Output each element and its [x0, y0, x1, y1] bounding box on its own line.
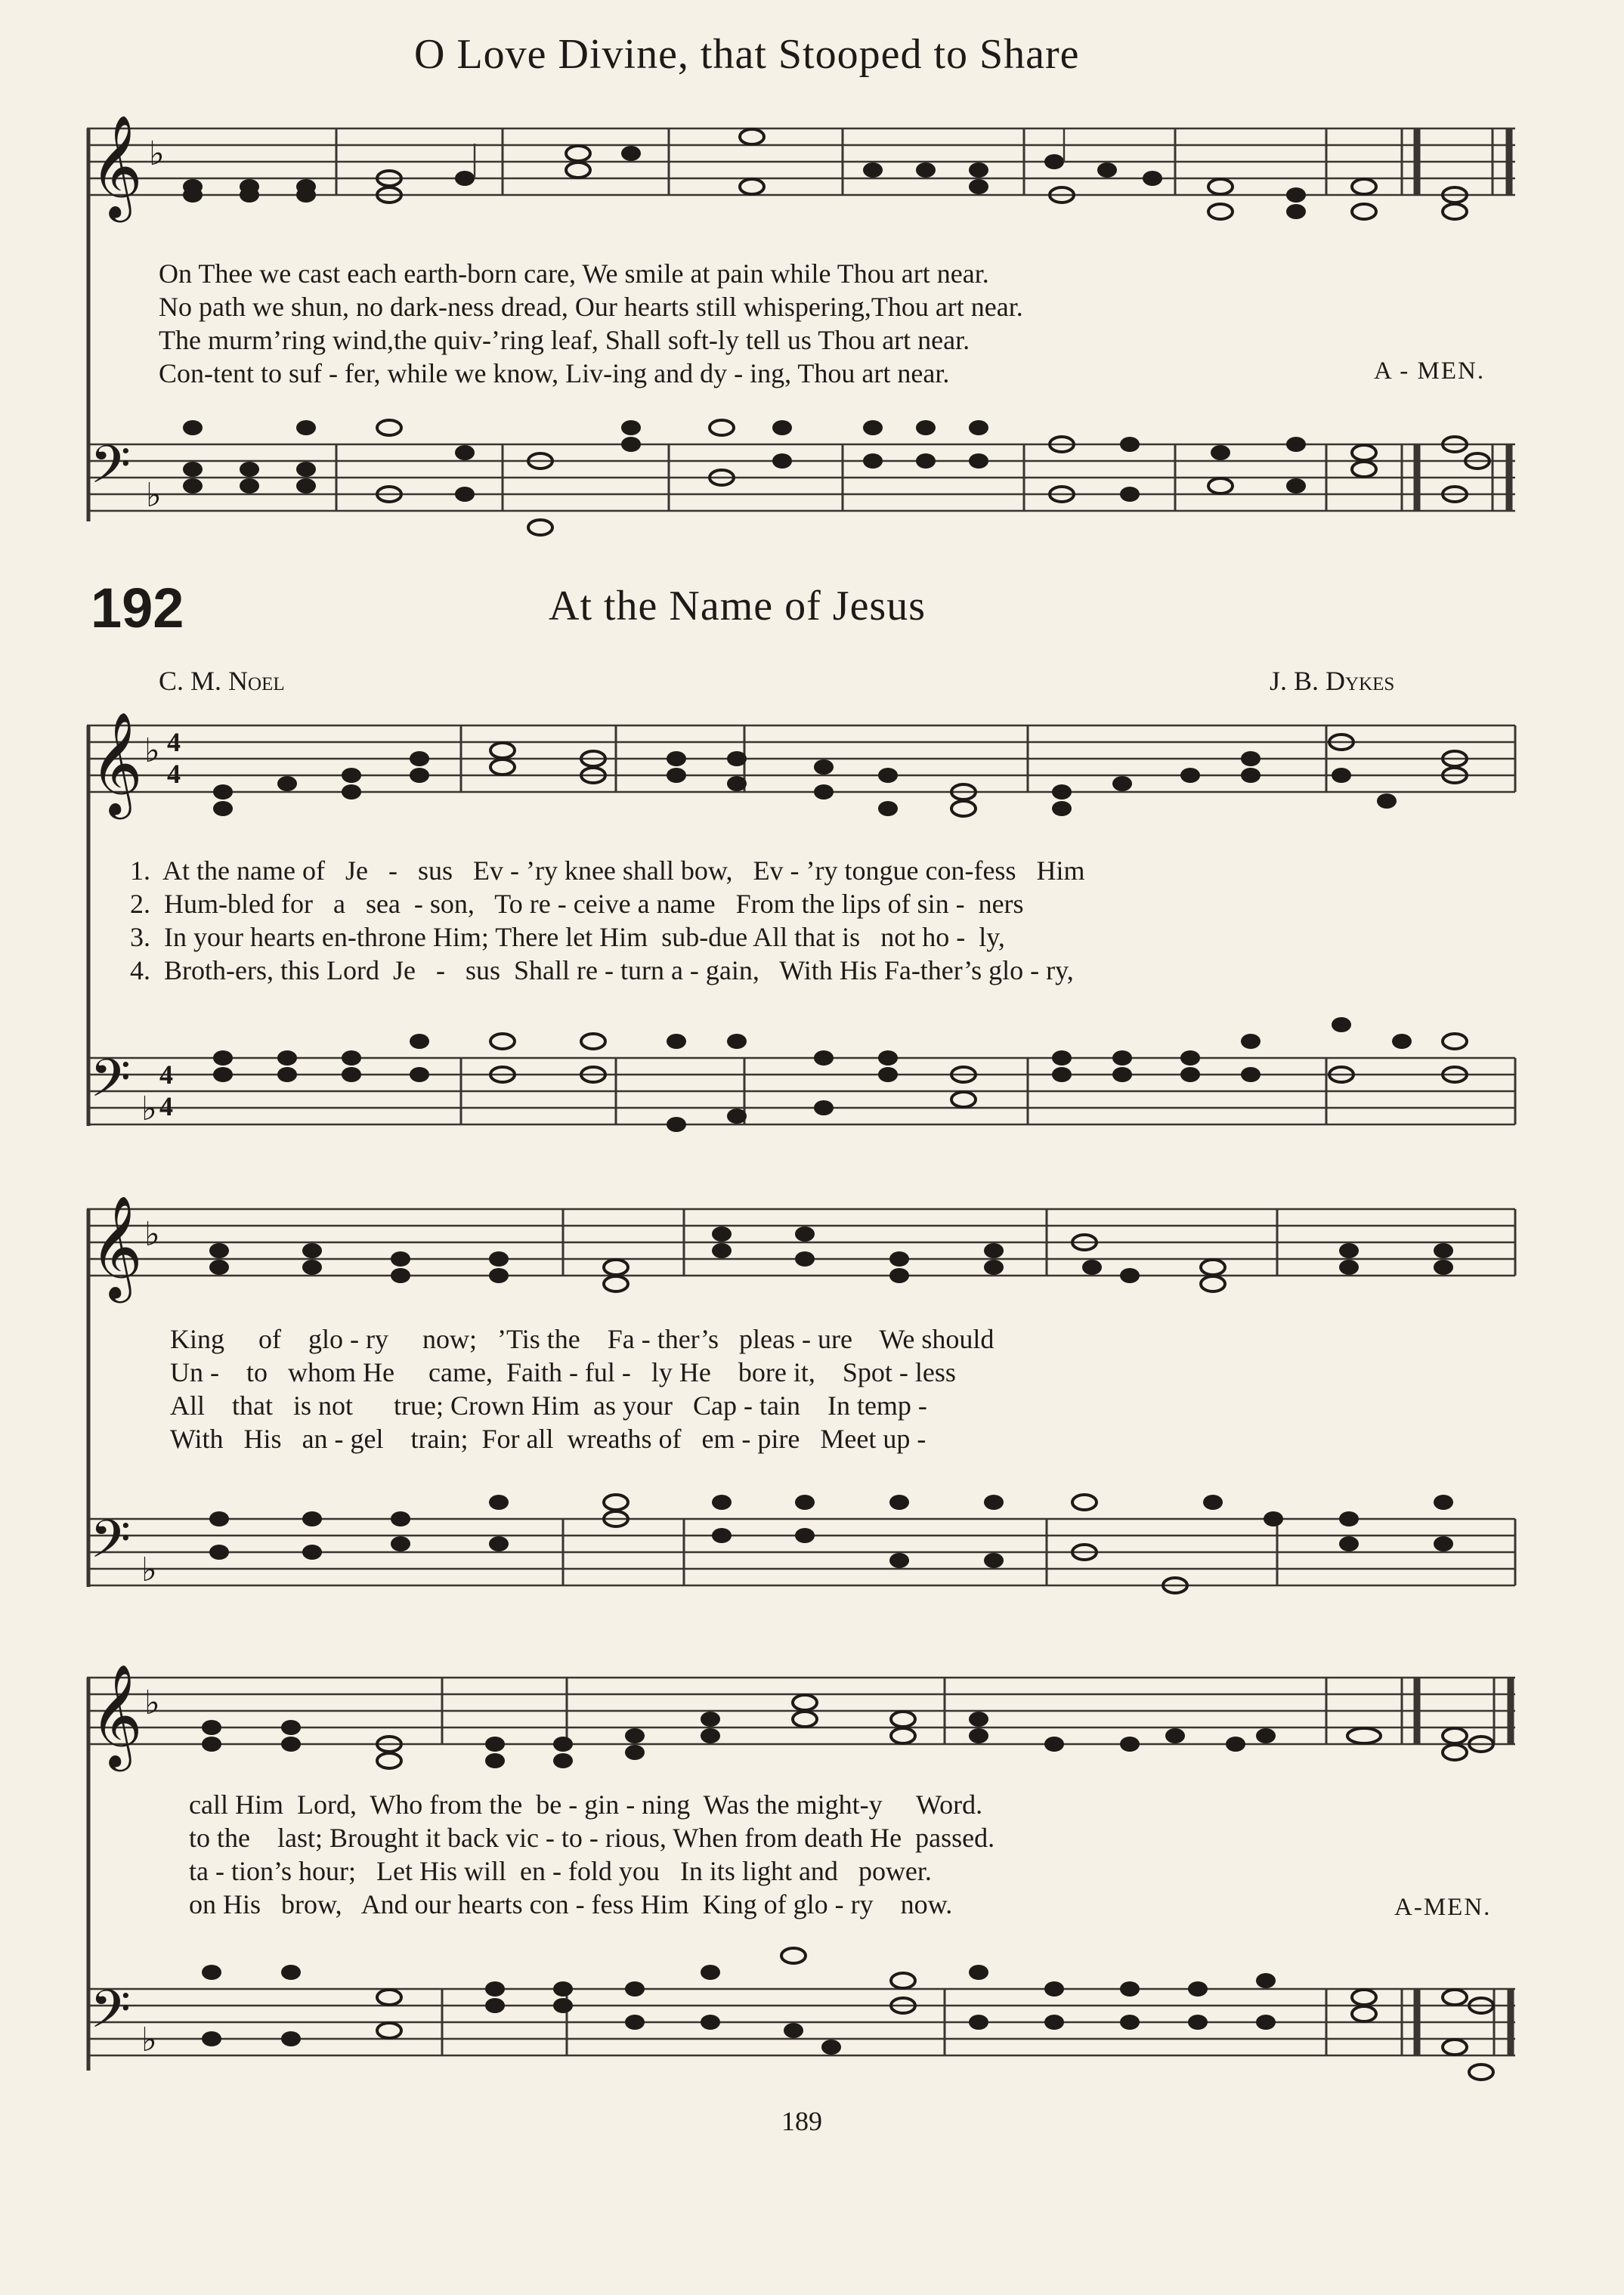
system2-verse-2: Un - to whom He came, Faith - ful - ly He bore it, Spot - less — [170, 1357, 956, 1387]
system3-treble-notes — [202, 1695, 1493, 1768]
system3-verse-2: to the last; Brought it back vic - to - rious, When from death He passed. — [189, 1823, 995, 1853]
svg-text:♭: ♭ — [141, 1090, 157, 1128]
svg-text:𝄢: 𝄢 — [90, 1047, 131, 1121]
svg-text:♭: ♭ — [141, 1551, 157, 1589]
svg-text:♭: ♭ — [141, 2021, 157, 2059]
top-amen: A - MEN. — [1374, 357, 1486, 385]
system2-verse-3: All that is not true; Crown Him as your Cap - tain In temp - — [170, 1390, 927, 1421]
system2-verse-1: King of glo - ry now; ’Tis the Fa - ther’s pleas - ure We should — [170, 1324, 995, 1354]
system3-verse-1: call Him Lord, Who from the be - gin - ning Was the might-y Word. — [189, 1789, 983, 1820]
svg-text:𝄢: 𝄢 — [90, 1508, 131, 1582]
system1-verses — [130, 854, 1084, 987]
svg-text:𝄢: 𝄢 — [90, 434, 131, 508]
svg-text:♭: ♭ — [146, 476, 162, 515]
svg-text:♭: ♭ — [144, 731, 160, 770]
system1-bass-staff — [87, 1047, 1523, 1149]
svg-text:𝄞: 𝄞 — [90, 113, 143, 218]
system3-verse-4: on His brow, And our hearts con - fess Him King of glo - ry now. — [189, 1889, 953, 1919]
composer-credit: J. B. Dykes — [1270, 666, 1395, 696]
system3-treble-staff — [87, 1662, 1523, 1768]
top-bass-staff — [87, 434, 1523, 535]
author-credit: C. M. Noel — [159, 666, 285, 696]
svg-text:𝄞: 𝄞 — [90, 710, 143, 815]
system3-bass-staff — [87, 1978, 1523, 2080]
top-treble-notes — [183, 128, 1467, 219]
system2-treble-staff — [87, 1194, 1523, 1300]
system1-treble-staff — [87, 710, 1523, 816]
top-verse-4: Con-tent to suf - fer, while we know, Liv-ing and dy - ing, Thou art near. — [159, 358, 950, 388]
system1-verse-1: 1. At the name of Je - sus Ev - ’ry knee shall bow, Ev - ’ry tongue con-fess Him — [130, 855, 1085, 886]
svg-text:♭: ♭ — [144, 1215, 160, 1254]
svg-text:𝄢: 𝄢 — [90, 1978, 131, 2052]
svg-text:4: 4 — [159, 1091, 173, 1121]
svg-text:𝄞: 𝄞 — [90, 1662, 143, 1767]
system3-bass-notes — [202, 1948, 1493, 2080]
top-treble-staff — [87, 113, 1523, 219]
hymn-192-amen: A-MEN. — [1394, 1894, 1492, 1921]
system1-verse-4: 4. Broth-ers, this Lord Je - sus Shall re - turn a - gain, With His Fa-ther’s glo - ry, — [130, 955, 1074, 985]
page-number: 189 — [781, 2106, 822, 2136]
top-verse-1: On Thee we cast each earth-born care, We smile at pain while Thou art near. — [159, 258, 989, 289]
system3-verse-3: ta - tion’s hour; Let His will en - fold you In its light and power. — [189, 1856, 932, 1886]
top-verses — [159, 257, 1368, 390]
svg-text:𝄞: 𝄞 — [90, 1194, 143, 1298]
system2-verses — [170, 1322, 994, 1455]
top-verse-3: The murm’ring wind,the quiv-’ring leaf, Shall soft-ly tell us Thou art near. — [159, 325, 970, 355]
system1-verse-2: 2. Hum-bled for a sea - son, To re - ceive a name From the lips of sin - ners — [130, 889, 1024, 919]
svg-text:♭: ♭ — [144, 1684, 160, 1722]
system2-bass-staff — [87, 1508, 1523, 1610]
system1-verse-3: 3. In your hearts en-throne Him; There let Him sub-due All that is not ho - ly, — [130, 922, 1005, 952]
svg-text:4: 4 — [167, 759, 181, 789]
hymn-192-title: At the Name of Jesus — [549, 583, 926, 629]
svg-text:4: 4 — [167, 727, 181, 757]
system2-verse-4: With His an - gel train; For all wreaths of em - pire Meet up - — [170, 1424, 926, 1454]
hymn-number: 192 — [91, 577, 184, 639]
system3-verses — [189, 1788, 995, 1921]
system2-bass-notes — [209, 1495, 1453, 1593]
hymn-top-title: O Love Divine, that Stooped to Share — [414, 31, 1080, 78]
svg-text:4: 4 — [159, 1059, 173, 1090]
top-verse-2: No path we shun, no dark-ness dread, Our hearts still whispering,Thou art near. — [159, 292, 1023, 322]
svg-text:♭: ♭ — [149, 135, 165, 173]
